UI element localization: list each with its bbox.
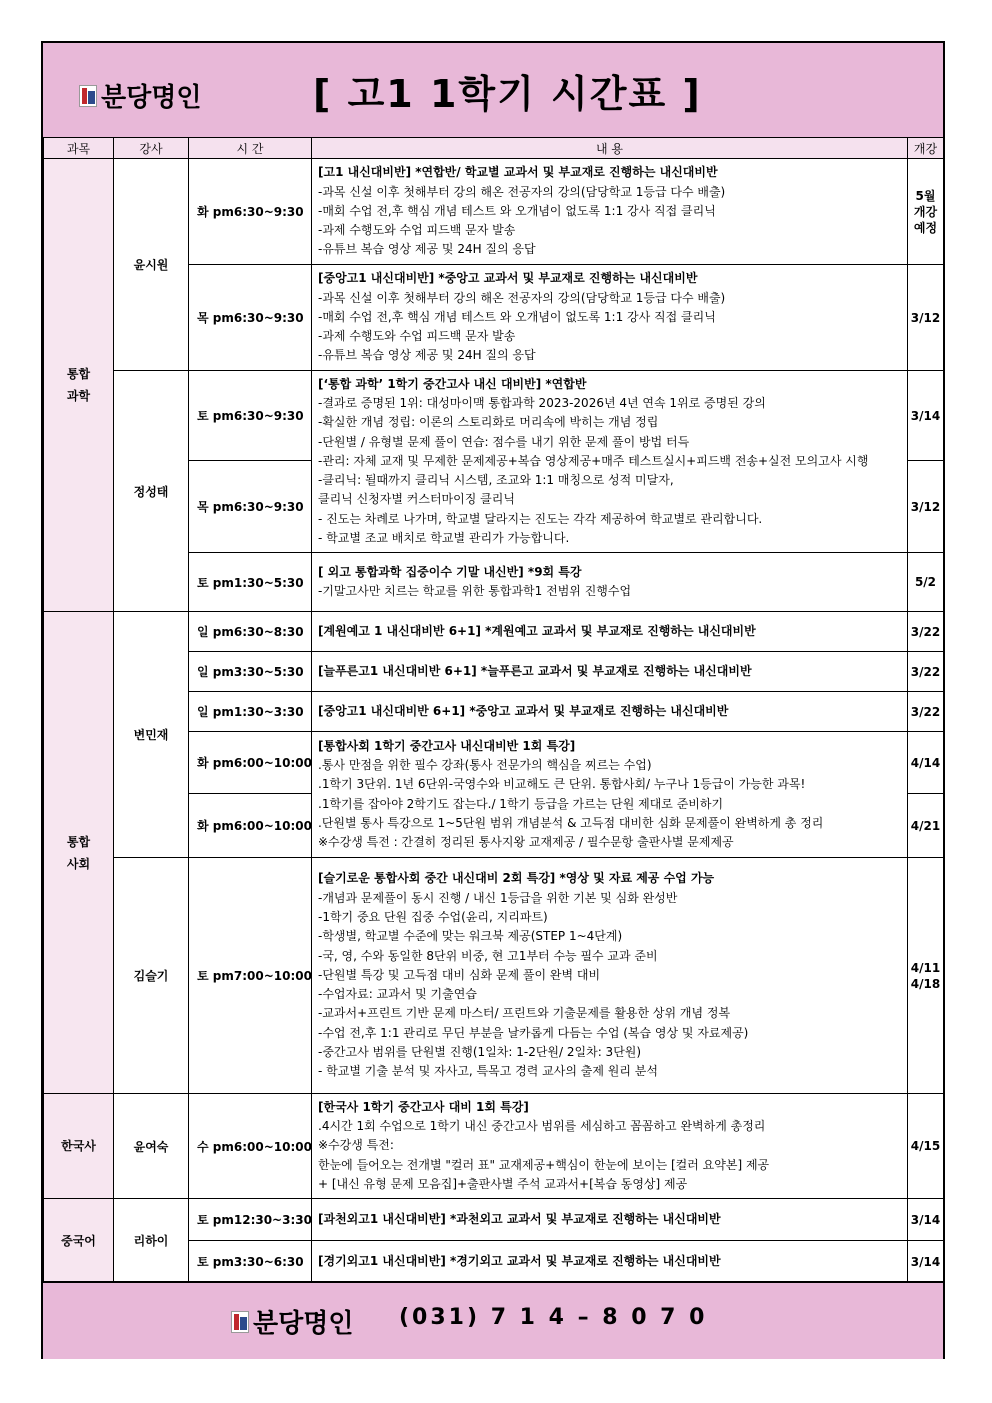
open-date-cell: 3/22 — [908, 612, 944, 652]
content-line: - 학교별 기출 분석 및 자사고, 특목고 경력 교사의 출제 원리 분석 — [318, 1064, 658, 1079]
content-cell — [312, 265, 908, 371]
content-line: .4시간 1회 수업으로 1학기 내신 중간고사 범위를 세심하고 꼼꼼하고 완벽하게 총정리 — [318, 1119, 766, 1134]
teacher-cell: 김슬기 — [114, 858, 189, 1094]
time-cell: 토 pm3:30~6:30 — [189, 1241, 312, 1283]
content-line: -확실한 개념 정립: 이론의 스토리화로 머리속에 박히는 개념 정립 — [318, 415, 659, 430]
time-cell: 수 pm6:00~10:00 — [189, 1094, 312, 1199]
content-cell — [312, 652, 908, 692]
teacher-cell: 변민재 — [114, 612, 189, 858]
table-row — [44, 1094, 944, 1199]
open-date-cell: 3/14 — [908, 1199, 944, 1241]
content-cell — [312, 1241, 908, 1283]
content-heading: [중앙고1 내신대비반 6+1] *중앙고 교과서 및 부교재로 진행하는 내신대비반 — [318, 703, 729, 718]
content-line: -매회 수업 전,후 핵심 개념 테스트 와 오개념이 없도록 1:1 강사 직접 클리닉 — [318, 309, 716, 324]
content-line: -중간고사 범위를 단원별 진행(1일차: 1-2단원/ 2일차: 3단원) — [318, 1045, 642, 1060]
timetable — [43, 137, 944, 1283]
teacher-cell: 리하이 — [114, 1199, 189, 1283]
academy-logo-icon — [79, 85, 97, 107]
academy-logo-icon — [231, 1311, 249, 1333]
content-line: .통사 만점을 위한 필수 강좌(통사 전문가의 핵심을 찌르는 수업) — [318, 757, 652, 772]
open-date-cell: 3/22 — [908, 692, 944, 732]
content-line: -국, 영, 수와 동일한 8단위 비중, 현 고1부터 수능 필수 교과 준비 — [318, 948, 658, 963]
content-line: + [내신 유형 문제 모음집]+출판사별 주석 교과서+[복습 동영상] 제공 — [318, 1176, 688, 1191]
content-line: -교과서+프린트 기반 문제 마스터/ 프린트와 기출문제를 활용한 상위 개념 정복 — [318, 1006, 731, 1021]
col-time: 시 간 — [189, 138, 312, 159]
open-date-cell: 3/14 — [908, 1241, 944, 1283]
content-cell-merged-science — [312, 371, 908, 553]
phone-number: (031) 7 1 4 – 8 0 7 0 — [399, 1305, 708, 1330]
table-row — [44, 612, 944, 652]
content-line: -매회 수업 전,후 핵심 개념 테스트 와 오개념이 없도록 1:1 강사 직접 클리닉 — [318, 203, 716, 218]
content-line: .1학기 3단위. 1년 6단위-국영수와 비교해도 큰 단위. 통합사회/ 누구나 1등급이 가능한 과목! — [318, 777, 806, 792]
open-date-cell: 3/14 — [908, 371, 944, 461]
content-heading: [통합사회 1학기 중간고사 내신대비반 1회 특강] — [318, 738, 576, 753]
page-title: [ 고1 1학기 시간표 ] — [313, 72, 702, 116]
content-line: -기말고사만 치르는 학교를 위한 통합과학1 전범위 진행수업 — [318, 584, 632, 598]
time-cell: 토 pm1:30~5:30 — [189, 553, 312, 612]
open-date-cell: 3/22 — [908, 652, 944, 692]
content-line: .1학기를 잡아야 2학기도 잡는다./ 1학기 등급을 가르는 단원 제대로 준비하기 — [318, 796, 724, 811]
content-heading: [계원예고 1 내신대비반 6+1] *계원예고 교과서 및 부교재로 진행하는 내신대비반 — [318, 623, 756, 638]
content-line: -과목 신설 이후 첫해부터 강의 해온 전공자의 강의(담당학교 1등급 다수 배출) — [318, 290, 726, 305]
header-logo — [79, 77, 201, 114]
time-cell: 토 pm12:30~3:30 — [189, 1199, 312, 1241]
content-line: -클리닉: 될때까지 클리닉 시스템, 조교와 1:1 매칭으로 성적 미달자, — [318, 473, 674, 488]
content-heading: [고1 내신대비반] *연합반/ 학교별 교과서 및 부교재로 진행하는 내신대비반 — [318, 165, 718, 180]
open-date-cell: 3/12 — [908, 461, 944, 553]
table-row — [44, 858, 944, 1094]
content-line: - 진도는 차례로 나가며, 학교별 달라지는 진도는 각각 제공하여 학교별로 관리합니다. — [318, 511, 763, 526]
content-heading: [중앙고1 내신대비반] *중앙고 교과서 및 부교재로 진행하는 내신대비반 — [318, 271, 698, 286]
content-line: -1학기 중요 단원 집중 수업(윤리, 지리파트) — [318, 909, 548, 924]
content-cell — [312, 1199, 908, 1241]
col-teacher: 강사 — [114, 138, 189, 159]
content-heading: [과천외고1 내신대비반] *과천외고 교과서 및 부교재로 진행하는 내신대비반 — [318, 1211, 721, 1226]
col-content: 내 용 — [312, 138, 908, 159]
content-line: .단원별 통사 특강으로 1~5단원 범위 개념분석 & 고득점 대비한 심화 문제풀이 완벽하게 총 정리 — [318, 815, 824, 830]
content-line: -관리: 자체 교재 및 무제한 문제제공+복습 영상제공+매주 테스트실시+피드백 전송+실전 모의고사 시행 — [318, 453, 869, 468]
content-line: -과목 신설 이후 첫해부터 강의 해온 전공자의 강의(담당학교 1등급 다수 배출) — [318, 184, 726, 199]
content-line: -과제 수행도와 수업 피드백 문자 발송 — [318, 223, 516, 238]
content-line: -단원별 특강 및 고득점 대비 심화 문제 풀이 완벽 대비 — [318, 967, 601, 982]
open-date-cell: 4/15 — [908, 1094, 944, 1199]
content-heading: [ 외고 통합과학 집중이수 기말 내신반] *9회 특강 — [318, 564, 582, 579]
content-cell — [312, 1094, 908, 1199]
content-line: -수업 전,후 1:1 관리로 무딘 부분을 날카롭게 다듬는 수업 (복습 영상 및 자료제공) — [318, 1025, 749, 1040]
open-date-cell: 3/12 — [908, 265, 944, 371]
content-line: 클리닉 신청자별 커스터마이징 클리닉 — [318, 492, 515, 507]
content-line: ※수강생 특전 : 간결히 정리된 통사지왕 교재제공 / 필수문항 출판사별 문제제공 — [318, 835, 734, 850]
open-date-cell: 4/14 — [908, 732, 944, 794]
content-cell — [312, 858, 908, 1094]
content-cell — [312, 612, 908, 652]
subject-social: 통합 사회 — [44, 612, 114, 1094]
footer-banner — [43, 1281, 943, 1359]
time-cell: 토 pm7:00~10:00 — [189, 858, 312, 1094]
content-line: -수업자료: 교과서 및 기출연습 — [318, 987, 477, 1002]
time-cell: 목 pm6:30~9:30 — [189, 265, 312, 371]
time-cell: 화 pm6:00~10:00 — [189, 732, 312, 794]
content-line: -유튜브 복습 영상 제공 및 24H 질의 응답 — [318, 242, 536, 257]
footer-logo-text: 분당명인 — [253, 1309, 354, 1339]
content-line: 한눈에 들어오는 전개별 "컬러 표" 교재제공+핵심이 한눈에 보이는 [컬러 요약본] 제공 — [318, 1157, 770, 1172]
content-cell — [312, 553, 908, 612]
subject-science: 통합 과학 — [44, 159, 114, 612]
teacher-cell: 윤시원 — [114, 159, 189, 371]
time-cell: 일 pm6:30~8:30 — [189, 612, 312, 652]
teacher-cell: 정성태 — [114, 371, 189, 612]
content-line: ※수강생 특전: — [318, 1138, 394, 1153]
time-cell: 일 pm1:30~3:30 — [189, 692, 312, 732]
table-row — [44, 371, 944, 461]
content-line: -결과로 증명된 1위: 대성마이맥 통합과학 2023-2026년 4년 연속 1위로 증명된 강의 — [318, 395, 766, 410]
content-heading: [‘통합 과학’ 1학기 중간고사 내신 대비반] *연합반 — [318, 376, 587, 391]
time-cell: 화 pm6:30~9:30 — [189, 159, 312, 265]
time-cell: 토 pm6:30~9:30 — [189, 371, 312, 461]
table-header-row — [44, 138, 944, 159]
content-line: -과제 수행도와 수업 피드백 문자 발송 — [318, 329, 516, 344]
col-subject: 과목 — [44, 138, 114, 159]
time-cell: 목 pm6:30~9:30 — [189, 461, 312, 553]
open-date-cell: 5/2 — [908, 553, 944, 612]
time-cell: 일 pm3:30~5:30 — [189, 652, 312, 692]
content-cell — [312, 159, 908, 265]
content-line: -유튜브 복습 영상 제공 및 24H 질의 응답 — [318, 348, 536, 363]
content-line: -학생별, 학교별 수준에 맞는 워크북 제공(STEP 1~4단계) — [318, 929, 623, 944]
col-open: 개강 — [908, 138, 944, 159]
content-cell — [312, 692, 908, 732]
subject-history: 한국사 — [44, 1094, 114, 1199]
header-banner — [43, 43, 943, 139]
time-cell: 화 pm6:00~10:00 — [189, 794, 312, 858]
subject-chinese: 중국어 — [44, 1199, 114, 1283]
table-row — [44, 1199, 944, 1241]
open-date-cell: 4/11 4/18 — [908, 858, 944, 1094]
content-heading: [슬기로운 통합사회 중간 내신대비 2회 특강] *영상 및 자료 제공 수업 가능 — [318, 871, 715, 886]
content-line: - 학교별 조교 배치로 학교별 관리가 가능합니다. — [318, 531, 570, 546]
content-heading: [한국사 1학기 중간고사 대비 1회 특강] — [318, 1099, 529, 1114]
header-logo-text: 분당명인 — [101, 83, 202, 113]
open-date-cell: 4/21 — [908, 794, 944, 858]
content-heading: [늘푸른고1 내신대비반 6+1] *늘푸른고 교과서 및 부교재로 진행하는 내신대비반 — [318, 663, 752, 678]
content-heading: [경기외고1 내신대비반] *경기외고 교과서 및 부교재로 진행하는 내신대비반 — [318, 1253, 721, 1268]
content-line: -단원별 / 유형별 문제 풀이 연습: 점수를 내기 위한 문제 풀이 방법 터득 — [318, 434, 690, 449]
timetable-frame — [41, 41, 945, 1359]
table-row — [44, 159, 944, 265]
teacher-cell: 윤여숙 — [114, 1094, 189, 1199]
footer-logo — [231, 1303, 353, 1340]
content-cell-merged-social — [312, 732, 908, 858]
content-line: -개념과 문제풀이 동시 진행 / 내신 1등급을 위한 기본 및 심화 완성반 — [318, 890, 678, 905]
open-date-cell: 5월 개강 예정 — [908, 159, 944, 265]
